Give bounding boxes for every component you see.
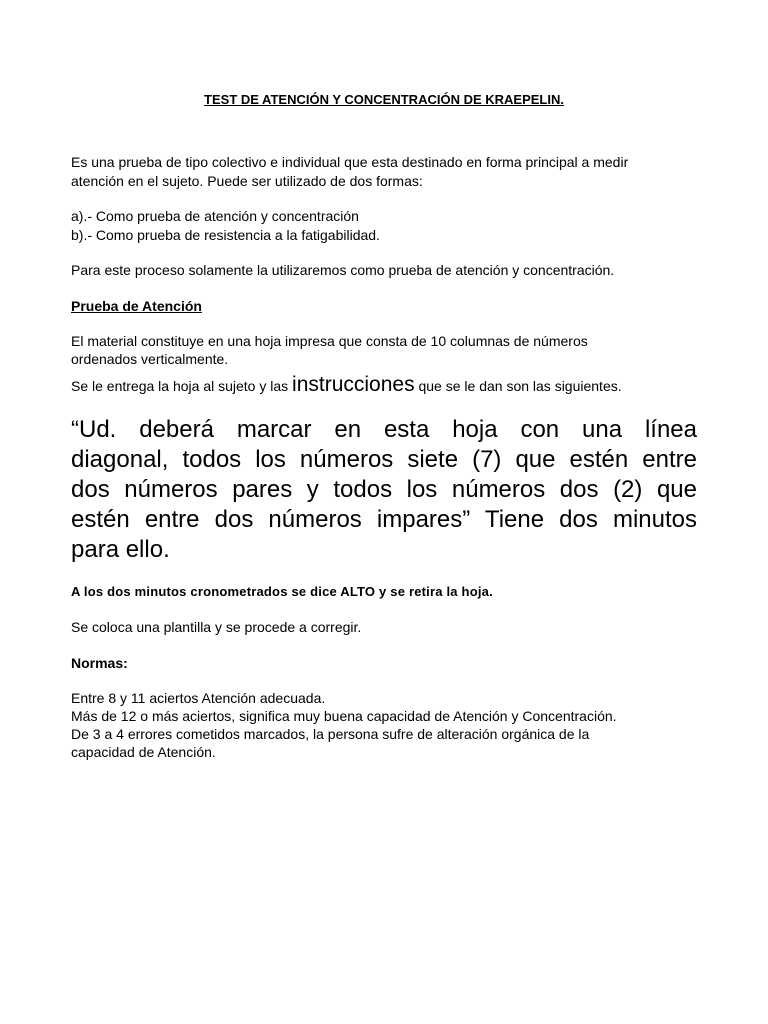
instructions-word: instrucciones [292,373,415,396]
quote-line-1: “Ud. deberá marcar en esta hoja con una línea [71,416,697,443]
process-note: Para este proceso solamente la utilizaremos como prueba de atención y concentración. [71,262,615,278]
quote-line-4: estén entre dos números impares” Tiene dos minutos [71,506,697,533]
quote-line-2: diagonal, todos los números siete (7) que estén entre [71,446,697,473]
norm-item: Más de 12 o más aciertos, significa muy buena capacidad de Atención y Concentración. [71,708,617,724]
document-title: TEST DE ATENCIÓN Y CONCENTRACIÓN DE KRAEPELIN. [204,92,564,107]
template-note: Se coloca una plantilla y se procede a corregir. [71,619,362,635]
instruction-quote [71,415,697,565]
timing-note: A los dos minutos cronometrados se dice ALTO y se retira la hoja. [71,584,493,599]
section-heading-prueba-de-atencion: Prueba de Atención [71,298,202,314]
material-line-2: ordenados verticalmente. [71,351,229,367]
instructions-prefix: Se le entrega la hoja al sujeto y las [71,378,293,394]
option-b: b).- Como prueba de resistencia a la fatigabilidad. [71,227,380,243]
intro-line-1: Es una prueba de tipo colectivo e individual que esta destinado en forma principal a medir [71,154,629,170]
norms-heading: Normas: [71,655,128,671]
norm-item: De 3 a 4 errores cometidos marcados, la persona sufre de alteración orgánica de la [71,726,590,742]
quote-line-5: para ello. [71,536,170,563]
norm-item: Entre 8 y 11 aciertos Atención adecuada. [71,690,326,706]
instructions-suffix: que se le dan son las siguientes. [414,378,622,394]
norm-item: capacidad de Atención. [71,744,216,760]
instructions-line [71,372,622,399]
material-line-1: El material constituye en una hoja impresa que consta de 10 columnas de números [71,333,588,349]
quote-line-3: dos números pares y todos los números dos (2) que [71,476,697,503]
intro-line-2: atención en el sujeto. Puede ser utilizado de dos formas: [71,173,423,189]
option-a: a).- Como prueba de atención y concentración [71,208,359,224]
